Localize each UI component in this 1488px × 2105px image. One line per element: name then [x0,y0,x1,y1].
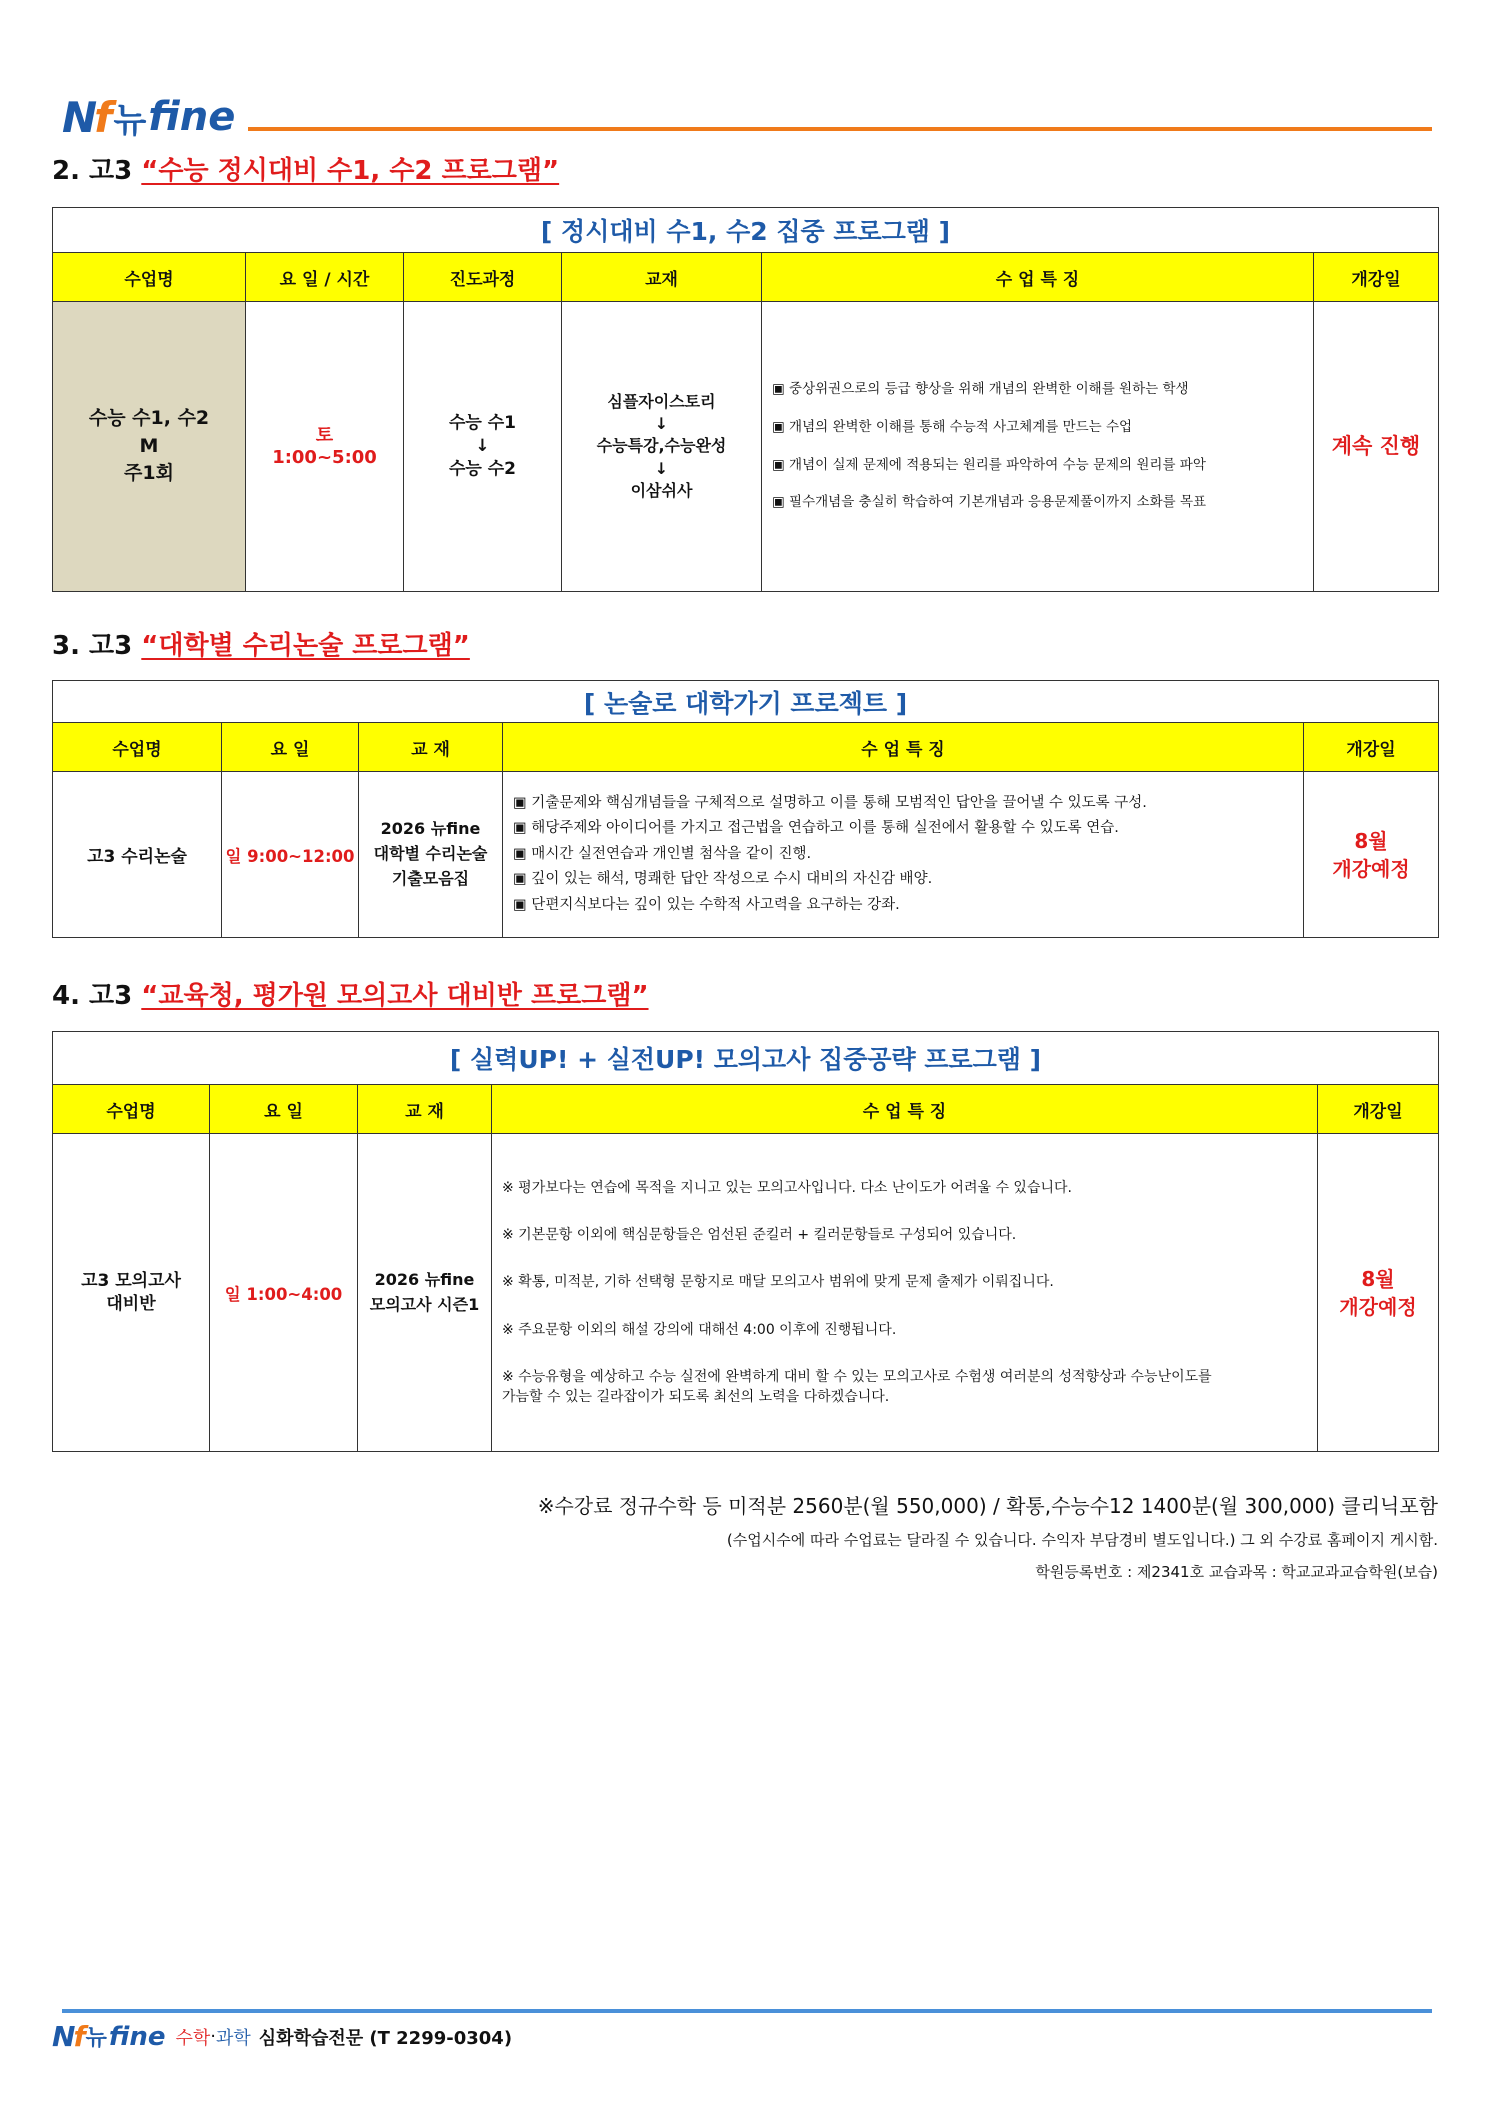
section-4-heading: “교육청, 평가원 모의고사 대비반 프로그램” [141,981,649,1011]
header-divider [248,127,1432,131]
schedule-cell: 일 9:00~12:00 [222,772,359,938]
col-header: 수 업 특 징 [762,253,1314,302]
col-header: 수 업 특 징 [492,1085,1318,1134]
table-row [53,1134,1439,1452]
section-2-title [52,150,559,187]
section-2-table [52,207,1439,592]
col-header: 교 재 [359,723,503,772]
section-3-heading: “대학별 수리논술 프로그램” [141,631,470,661]
class-name-cell: 수능 수1, 수2 M 주1회 [53,302,246,592]
col-header: 개강일 [1304,723,1439,772]
section-4-number: 4. 고3 [52,981,133,1011]
col-header: 개강일 [1314,253,1439,302]
col-header: 수업명 [53,723,222,772]
col-header: 요 일 [222,723,359,772]
col-header: 진도과정 [404,253,562,302]
col-header: 요 일 / 시간 [246,253,404,302]
section-2-number: 2. 고3 [52,156,133,186]
col-header: 교재 [562,253,762,302]
features-cell: ▣ 중상위권으로의 등급 향상을 위해 개념의 완벽한 이해를 원하는 학생 ▣ 개념의 완벽한 이해를 통해 수능적 사고체계를 만드는 수업 ▣ 개념이 실제 문제에 적용되는 원리를 파악하여 수능 문제의 원리를 파악 ▣ 필수개념을 충실히 학습하여 기본개념과 응용문제풀이까지 소화를 목표 [762,302,1314,592]
section-4-banner: [ 실력UP! + 실전UP! 모의고사 집중공략 프로그램 ] [53,1032,1439,1085]
col-header: 수업명 [53,1085,210,1134]
footer-tagline: 심화학습전문 (T 2299-0304) [258,2027,513,2049]
footer-logo-kr: 뉴 [85,2026,107,2051]
progress-cell: 수능 수1 ↓ 수능 수2 [404,302,562,592]
opening-cell: 8월 개강예정 [1318,1134,1439,1452]
col-header: 교 재 [358,1085,492,1134]
textbook-cell: 심플자이스토리 ↓ 수능특강,수능완성 ↓ 이삼쉬사 [562,302,762,592]
section-3-title [52,625,470,662]
class-name-cell: 고3 수리논술 [53,772,222,938]
footer-logo-icon: Nf [52,2020,84,2053]
footer-dot: · [210,2026,217,2047]
textbook-cell: 2026 뉴fine 모의고사 시즌1 [358,1134,492,1452]
section-2-banner: [ 정시대비 수1, 수2 집중 프로그램 ] [53,208,1439,253]
logo-kr: 뉴 [113,100,147,141]
opening-cell: 계속 진행 [1314,302,1439,592]
footer [52,2020,512,2053]
table-row [53,302,1439,592]
col-header: 요 일 [210,1085,358,1134]
table-row [53,772,1439,938]
logo-mark-icon: Nf [62,92,110,142]
fee-note: (수업시수에 따라 수업료는 달라질 수 있습니다. 수익자 부담경비 별도입니다.) 그 외 수강료 홈페이지 게시함. [726,1531,1438,1549]
class-name-cell: 고3 모의고사 대비반 [53,1134,210,1452]
features-cell: ※ 평가보다는 연습에 목적을 지니고 있는 모의고사입니다. 다소 난이도가 어려울 수 있습니다. ※ 기본문항 이외에 핵심문항들은 엄선된 준킬러 + 킬러문항들로 구성되어 있습니다. ※ 확통, 미적분, 기하 선택형 문항지로 매달 모의고사 범위에 맞게 문제 출제가 이뤄집니다. ※ 주요문항 이외의 해설 강의에 대해선 4:00 이후에 진행됩니다. ※ 수능유형을 예상하고 수능 실전에 완벽하게 대비 할 수 있는 모의고사로 수험생 여러분의 성적향상과 수능난이도를 가늠할 수 있는 길라잡이가 되도록 최선의 노력을 다하겠습니다. [492,1134,1318,1452]
logo-en: fine [148,94,236,140]
section-3-banner: [ 논술로 대학가기 프로젝트 ] [53,681,1439,723]
section-4-table [52,1031,1439,1452]
features-cell: ▣ 기출문제와 핵심개념들을 구체적으로 설명하고 이를 통해 모범적인 답안을 끌어낼 수 있도록 구성. ▣ 해당주제와 아이디어를 가지고 접근법을 연습하고 이를 통해 실전에서 활용할 수 있도록 연습. ▣ 매시간 실전연습과 개인별 첨삭을 같이 진행. ▣ 깊이 있는 해석, 명쾌한 답안 작성으로 수시 대비의 자신감 배양. ▣ 단편지식보다는 깊이 있는 수학적 사고력을 요구하는 강좌. [503,772,1304,938]
opening-cell: 8월 개강예정 [1304,772,1439,938]
logo [62,88,235,146]
footer-subject-math: 수학 [175,2027,211,2049]
fee-notice: ※수강료 정규수학 등 미적분 2560분(월 550,000) / 확통,수능수12 1400분(월 300,000) 클리닉포함 [537,1494,1438,1518]
col-header: 수업명 [53,253,246,302]
registration-info: 학원등록번호 : 제2341호 교습과목 : 학교교과교습학원(보습) [1035,1563,1438,1581]
col-header: 개강일 [1318,1085,1439,1134]
col-header: 수 업 특 징 [503,723,1304,772]
section-3-number: 3. 고3 [52,631,133,661]
footer-subject-science: 과학 [216,2027,251,2049]
textbook-cell: 2026 뉴fine 대학별 수리논술 기출모음집 [359,772,503,938]
section-2-heading: “수능 정시대비 수1, 수2 프로그램” [141,156,560,186]
schedule-cell: 일 1:00~4:00 [210,1134,358,1452]
section-4-title [52,975,649,1012]
section-3-table [52,680,1439,938]
footer-divider [62,2009,1432,2013]
schedule-cell: 토 1:00~5:00 [246,302,404,592]
footer-logo-en: fine [108,2021,166,2052]
